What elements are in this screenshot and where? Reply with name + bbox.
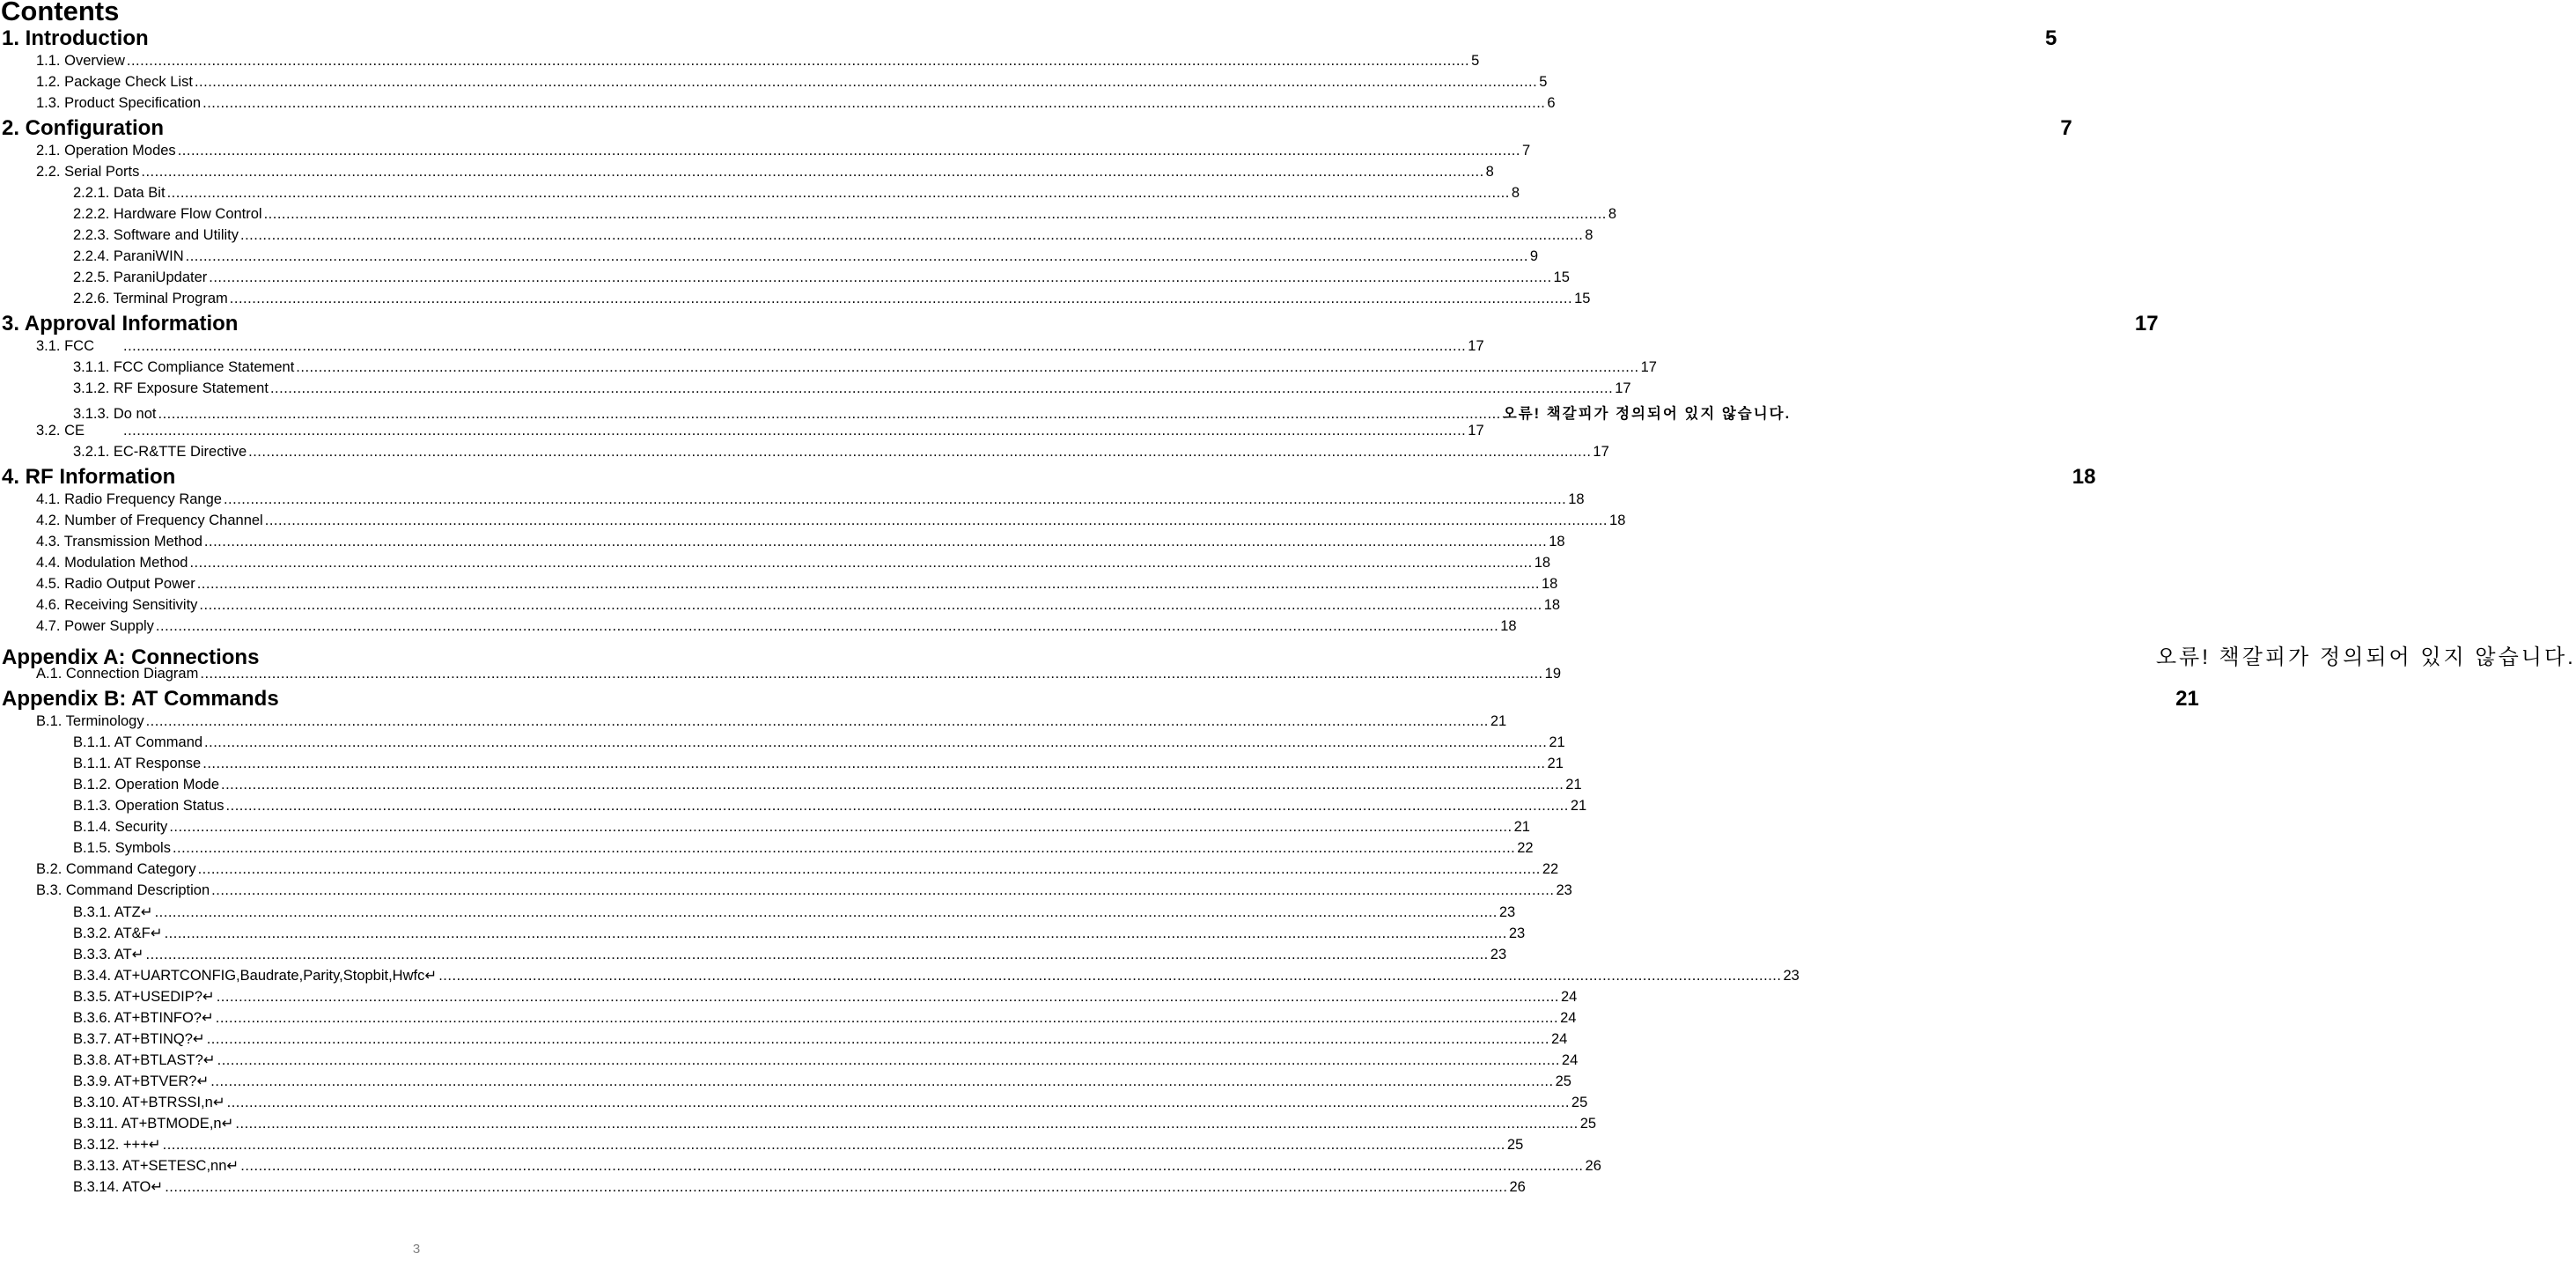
toc-entry-page: 8 — [1485, 164, 1494, 180]
toc-entry-page: 18 — [1543, 597, 1561, 613]
toc-entry-label: B.3.13. AT+SETESC,nn↵ — [73, 1158, 239, 1174]
toc-entry[interactable] — [73, 734, 1565, 756]
dot-leader: ............................................................................................................................................................................................................................................................................................................ — [235, 1116, 1579, 1132]
toc-entry[interactable] — [36, 513, 1626, 534]
dot-leader: ............................................................................................................................................................................................................................................................................................................ — [145, 713, 1489, 729]
toc-entry-page: 18 — [1541, 576, 1558, 592]
dot-leader: ............................................................................................................................................................................................................................................................................................................ — [217, 1052, 1560, 1068]
toc-entry[interactable] — [73, 206, 1617, 227]
dot-leader: ............................................................................................................................................................................................................................................................................................................ — [199, 597, 1542, 613]
toc-entry-label: 1. Introduction — [2, 26, 149, 50]
toc-entry[interactable] — [73, 359, 1657, 380]
toc-entry-label: 4.3. Transmission Method — [36, 534, 202, 549]
toc-entry[interactable] — [73, 756, 1564, 777]
toc-entry[interactable] — [36, 618, 1517, 639]
toc-entry-page: 23 — [1508, 925, 1526, 941]
toc-entry-label: 4.4. Modulation Method — [36, 555, 188, 571]
toc-entry-page: 15 — [1574, 291, 1591, 306]
toc-entry[interactable] — [36, 74, 1548, 95]
dot-leader: ............................................................................................................................................................................................................................................................................................................ — [141, 164, 1484, 180]
toc-entry-page: 15 — [1553, 269, 1570, 285]
toc-entry[interactable] — [73, 1136, 1524, 1157]
toc-entry-page: 8 — [1585, 227, 1593, 243]
toc-entry[interactable] — [73, 988, 1578, 1009]
dot-leader: ............................................................................................................................................................................................................................................................................................................ — [177, 143, 1520, 159]
toc-entry-page: 21 — [1513, 819, 1530, 835]
dot-leader: ............................................................................................................................................................................................................................................................................................................ — [226, 1095, 1570, 1110]
toc-entry-label: 2.2. Serial Ports — [36, 164, 140, 180]
toc-entry-page: 18 — [1534, 555, 1551, 571]
toc-entry-page: 18 — [1568, 491, 1585, 507]
toc-entry-label: B.3.11. AT+BTMODE,n↵ — [73, 1116, 234, 1132]
toc-entry[interactable] — [73, 903, 1516, 925]
toc-entry-page: 8 — [1608, 206, 1617, 222]
toc-entry-label: B.3.12. +++↵ — [73, 1137, 161, 1153]
toc-entry[interactable] — [73, 402, 1792, 423]
toc-heading-entry[interactable] — [2, 116, 2072, 143]
dot-leader: ............................................................................................................................................................................................................................................................................................................ — [164, 925, 1507, 941]
dot-leader: ............................................................................................................................................................................................................................................................................................................ — [211, 882, 1555, 898]
toc-entry-label: 4.6. Receiving Sensitivity — [36, 597, 198, 613]
dot-leader: ............................................................................................................................................................................................................................................................................................................ — [225, 798, 1569, 814]
toc-entry-label: B.2. Command Category — [36, 861, 196, 877]
dot-leader: ............................................................................................................................................................................................................................................................................................................ — [216, 989, 1559, 1005]
toc-entry-page: 18 — [2072, 465, 2096, 489]
toc-entry-label: B.3.4. AT+UARTCONFIG,Baudrate,Parity,Stopbit,Hwfc↵ — [73, 968, 438, 984]
dot-leader: ............................................................................................................................................................................................................................................................................................................ — [197, 861, 1541, 877]
toc-entry-page: 26 — [1585, 1158, 1601, 1174]
toc-entry[interactable] — [36, 597, 1561, 618]
toc-entry-page: 25 — [1555, 1073, 1571, 1089]
toc-entry-label: 2.2.2. Hardware Flow Control — [73, 206, 262, 222]
dot-leader: ............................................................................................................................................................................................................................................................................................................ — [202, 756, 1546, 771]
toc-entry-label: B.3. Command Description — [36, 882, 210, 898]
toc-entry-page: 21 — [1565, 777, 1582, 793]
dot-leader: ............................................................................................................................................................................................................................................................................................................ — [185, 248, 1528, 264]
toc-entry-error: 오류! 책갈피가 정의되어 있지 않습니다. — [1502, 406, 1792, 422]
dot-leader: ............................................................................................................................................................................................................................................................................................................ — [210, 1073, 1554, 1089]
toc-entry[interactable] — [36, 143, 1531, 164]
dot-leader: ............................................................................................................................................................................................................................................................................................................ — [296, 359, 1639, 375]
toc-entry-page: 9 — [1529, 248, 1539, 264]
dot-leader: ............................................................................................................................................................................................................................................................................................................ — [204, 734, 1548, 750]
dot-leader: ............................................................................................................................................................................................................................................................................................................ — [263, 206, 1607, 222]
toc-entry[interactable] — [73, 946, 1507, 967]
toc-entry-label: 2.1. Operation Modes — [36, 143, 176, 159]
toc-entry-label: 3.1.3. Do not — [73, 406, 157, 422]
toc-entry-page: 24 — [1561, 989, 1578, 1005]
toc-entry[interactable] — [36, 423, 1484, 444]
dot-leader: ............................................................................................................................................................................................................................................................................................................ — [264, 513, 1608, 528]
toc-entry-label: B.1.4. Security — [73, 819, 168, 835]
toc-heading-entry[interactable] — [2, 312, 2159, 338]
toc-entry-label: 4.5. Radio Output Power — [36, 576, 195, 592]
toc-entry-label: 2.2.6. Terminal Program — [73, 291, 228, 306]
toc-entry-page: 23 — [1783, 968, 1800, 984]
dot-leader: ............................................................................................................................................................................................................................................................................................................ — [154, 904, 1498, 920]
toc-entry-page: 21 — [2175, 687, 2199, 711]
toc-entry[interactable] — [36, 164, 1494, 185]
dot-leader: ............................................................................................................................................................................................................................................................................................................ — [223, 491, 1567, 507]
toc-entry-label: 4. RF Information — [2, 465, 176, 489]
dot-leader: ............................................................................................................................................................................................................................................................................................................ — [123, 423, 1467, 439]
toc-entry-error: 오류! 책갈피가 정의되어 있지 않습니다. — [2155, 645, 2576, 669]
toc-entry[interactable] — [36, 534, 1565, 555]
toc-entry-page: 5 — [1471, 53, 1480, 69]
toc-entry-label: B.3.5. AT+USEDIP?↵ — [73, 989, 215, 1005]
page-number: 3 — [412, 1242, 421, 1257]
toc-entry[interactable] — [73, 925, 1526, 946]
dot-leader: ............................................................................................................................................................................................................................................................................................................ — [229, 291, 1573, 306]
toc-entry[interactable] — [73, 291, 1591, 312]
toc-entry-label: 2. Configuration — [2, 116, 164, 140]
toc-entry[interactable] — [36, 53, 1480, 74]
toc-entry[interactable] — [73, 227, 1593, 248]
toc-heading-entry[interactable] — [2, 26, 2057, 53]
dot-leader: ............................................................................................................................................................................................................................................................................................................ — [269, 380, 1614, 396]
toc-entry-page: 17 — [1593, 444, 1609, 460]
toc-entry-label: 2.2.1. Data Bit — [73, 185, 166, 201]
toc-entry-label: 4.1. Radio Frequency Range — [36, 491, 222, 507]
toc-entry[interactable] — [73, 967, 1800, 988]
toc-entry-label: 4.7. Power Supply — [36, 618, 154, 634]
toc-entry-label: B.3.8. AT+BTLAST?↵ — [73, 1052, 216, 1068]
toc-entry-page: 17 — [1615, 380, 1631, 396]
toc-entry[interactable] — [73, 1009, 1577, 1030]
dot-leader: ............................................................................................................................................................................................................................................................................................................ — [240, 227, 1584, 243]
toc-entry[interactable] — [73, 1030, 1568, 1051]
dot-leader: ............................................................................................................................................................................................................................................................................................................ — [169, 819, 1512, 835]
toc-entry-label: B.1.5. Symbols — [73, 840, 171, 856]
toc-entry[interactable] — [36, 555, 1551, 576]
toc-entry-label: Appendix A: Connections — [2, 645, 260, 669]
dot-leader: ............................................................................................................................................................................................................................................................................................................ — [248, 444, 1592, 460]
toc-entry-page: 8 — [1511, 185, 1520, 201]
toc-entry[interactable] — [73, 269, 1570, 291]
toc-entry[interactable] — [36, 576, 1558, 597]
toc-entry-page: 18 — [1500, 618, 1517, 634]
toc-entry-page: 23 — [1556, 882, 1572, 898]
dot-leader: ............................................................................................................................................................................................................................................................................................................ — [123, 338, 1467, 354]
toc-entry-label: B.3.14. ATO↵ — [73, 1179, 164, 1195]
toc-entry[interactable] — [73, 444, 1609, 465]
toc-entry-label: B.3.7. AT+BTINQ?↵ — [73, 1031, 205, 1047]
toc-entry-page: 7 — [2060, 116, 2072, 140]
toc-entry-page: 25 — [1571, 1095, 1588, 1110]
toc-entry[interactable] — [73, 380, 1631, 402]
toc-entry[interactable] — [36, 882, 1572, 903]
toc-entry-page: 17 — [1468, 338, 1484, 354]
toc-entry-label: B.3.1. ATZ↵ — [73, 904, 153, 920]
toc-entry-page: 18 — [1609, 513, 1626, 528]
toc-entry[interactable] — [73, 819, 1530, 840]
toc-entry-label: 2.2.4. ParaniWIN — [73, 248, 184, 264]
toc-entry-page: 17 — [1468, 423, 1484, 439]
dot-leader: ............................................................................................................................................................................................................................................................................................................ — [221, 777, 1564, 793]
toc-entry-page: 19 — [1544, 666, 1561, 682]
toc-entry-page: 21 — [1490, 713, 1507, 729]
toc-entry-label: 3.1.2. RF Exposure Statement — [73, 380, 269, 396]
toc-entry-label: B.1.1. AT Response — [73, 756, 202, 771]
dot-leader: ............................................................................................................................................................................................................................................................................................................ — [206, 1031, 1549, 1047]
toc-entry[interactable] — [73, 1094, 1588, 1115]
toc-entry[interactable] — [73, 840, 1534, 861]
dot-leader: ............................................................................................................................................................................................................................................................................................................ — [165, 1179, 1508, 1195]
page-title: Contents — [1, 0, 120, 26]
toc-entry[interactable] — [73, 248, 1539, 269]
dot-leader: ............................................................................................................................................................................................................................................................................................................ — [200, 666, 1543, 682]
toc-entry[interactable] — [36, 666, 1561, 687]
toc-entry[interactable] — [36, 95, 1556, 116]
dot-leader: ............................................................................................................................................................................................................................................................................................................ — [172, 840, 1516, 856]
toc-entry-page: 7 — [1521, 143, 1531, 159]
dot-leader: ............................................................................................................................................................................................................................................................................................................ — [203, 534, 1548, 549]
dot-leader: ............................................................................................................................................................................................................................................................................................................ — [202, 95, 1546, 111]
toc-heading-entry[interactable] — [2, 465, 2096, 491]
dot-leader: ............................................................................................................................................................................................................................................................................................................ — [194, 74, 1538, 90]
toc-entry-label: A.1. Connection Diagram — [36, 666, 199, 682]
toc-entry-label: B.1.2. Operation Mode — [73, 777, 220, 793]
toc-entry-label: B.1.1. AT Command — [73, 734, 203, 750]
toc-entry[interactable] — [73, 798, 1587, 819]
toc-entry-label: 3.1.1. FCC Compliance Statement — [73, 359, 295, 375]
toc-entry[interactable] — [73, 1073, 1571, 1094]
toc-heading-entry[interactable] — [2, 687, 2199, 713]
toc-entry-label: 4.2. Number of Frequency Channel — [36, 513, 263, 528]
toc-entry-page: 24 — [1550, 1031, 1568, 1047]
toc-entry-page: 26 — [1509, 1179, 1526, 1195]
dot-leader: ............................................................................................................................................................................................................................................................................................................ — [158, 406, 1501, 422]
toc-entry[interactable] — [36, 861, 1559, 882]
toc-entry[interactable] — [73, 1051, 1579, 1073]
toc-entry-page: 21 — [1547, 756, 1564, 771]
toc-entry-number: 3.1. FCC — [36, 338, 95, 354]
toc-entry-label: 1.2. Package Check List — [36, 74, 193, 90]
toc-entry[interactable] — [36, 491, 1585, 513]
toc-entry-page: 6 — [1547, 95, 1556, 111]
toc-entry-page: 21 — [1549, 734, 1565, 750]
toc-entry-page: 25 — [1579, 1116, 1597, 1132]
toc-entry[interactable] — [36, 713, 1507, 734]
toc-entry-label: 3. Approval Information — [2, 312, 239, 336]
toc-entry-page: 17 — [2134, 312, 2159, 336]
dot-leader: ............................................................................................................................................................................................................................................................................................................ — [438, 968, 1782, 984]
toc-entry-label: B.1.3. Operation Status — [73, 798, 224, 814]
toc-entry-label: Appendix B: AT Commands — [2, 687, 279, 711]
toc-entry[interactable] — [73, 185, 1520, 206]
toc-entry-page: 5 — [1539, 74, 1548, 90]
toc-entry-page: 21 — [1570, 798, 1587, 814]
toc-entry[interactable] — [73, 777, 1582, 798]
toc-entry-label: B.1. Terminology — [36, 713, 144, 729]
toc-entry-number: 3.2. CE — [36, 423, 85, 439]
dot-leader: ............................................................................................................................................................................................................................................................................................................ — [215, 1010, 1559, 1026]
toc-entry-page: 25 — [1506, 1137, 1524, 1153]
toc-entry-label: B.3.6. AT+BTINFO?↵ — [73, 1010, 214, 1026]
toc-entry-page: 23 — [1490, 947, 1507, 962]
toc-heading-entry[interactable] — [2, 639, 2576, 669]
toc-entry-page: 18 — [1549, 534, 1565, 549]
toc-entry-page: 23 — [1498, 904, 1516, 920]
toc-entry-label: 2.2.5. ParaniUpdater — [73, 269, 208, 285]
toc-entry-label: 3.2.1. EC-R&TTE Directive — [73, 444, 247, 460]
toc-entry-label: B.3.9. AT+BTVER?↵ — [73, 1073, 210, 1089]
dot-leader: ............................................................................................................................................................................................................................................................................................................ — [162, 1137, 1505, 1153]
dot-leader: ............................................................................................................................................................................................................................................................................................................ — [196, 576, 1540, 592]
toc-entry-label: 2.2.3. Software and Utility — [73, 227, 239, 243]
dot-leader: ............................................................................................................................................................................................................................................................................................................ — [240, 1158, 1584, 1174]
toc-entry-page: 22 — [1517, 840, 1534, 856]
toc-entry-label: B.3.3. AT↵ — [73, 947, 144, 962]
toc-entry-label: B.3.2. AT&F↵ — [73, 925, 163, 941]
toc-entry-label: 1.1. Overview — [36, 53, 125, 69]
toc-entry-page: 24 — [1561, 1052, 1579, 1068]
toc-entry[interactable] — [73, 1115, 1597, 1136]
dot-leader: ............................................................................................................................................................................................................................................................................................................ — [166, 185, 1510, 201]
toc-entry-page: 24 — [1560, 1010, 1577, 1026]
toc-entry-page: 5 — [2045, 26, 2057, 50]
toc-entry-label: B.3.10. AT+BTRSSI,n↵ — [73, 1095, 225, 1110]
dot-leader: ............................................................................................................................................................................................................................................................................................................ — [155, 618, 1499, 634]
dot-leader: ............................................................................................................................................................................................................................................................................................................ — [209, 269, 1552, 285]
toc-entry-page: 22 — [1542, 861, 1559, 877]
dot-leader: ............................................................................................................................................................................................................................................................................................................ — [126, 53, 1470, 69]
toc-entry[interactable] — [36, 338, 1484, 359]
toc-entry-label: 1.3. Product Specification — [36, 95, 202, 111]
dot-leader: ............................................................................................................................................................................................................................................................................................................ — [189, 555, 1533, 571]
toc-entry-page: 17 — [1640, 359, 1657, 375]
dot-leader: ............................................................................................................................................................................................................................................................................................................ — [145, 947, 1489, 962]
toc-entry[interactable] — [73, 1178, 1526, 1199]
toc-entry[interactable] — [73, 1157, 1601, 1178]
